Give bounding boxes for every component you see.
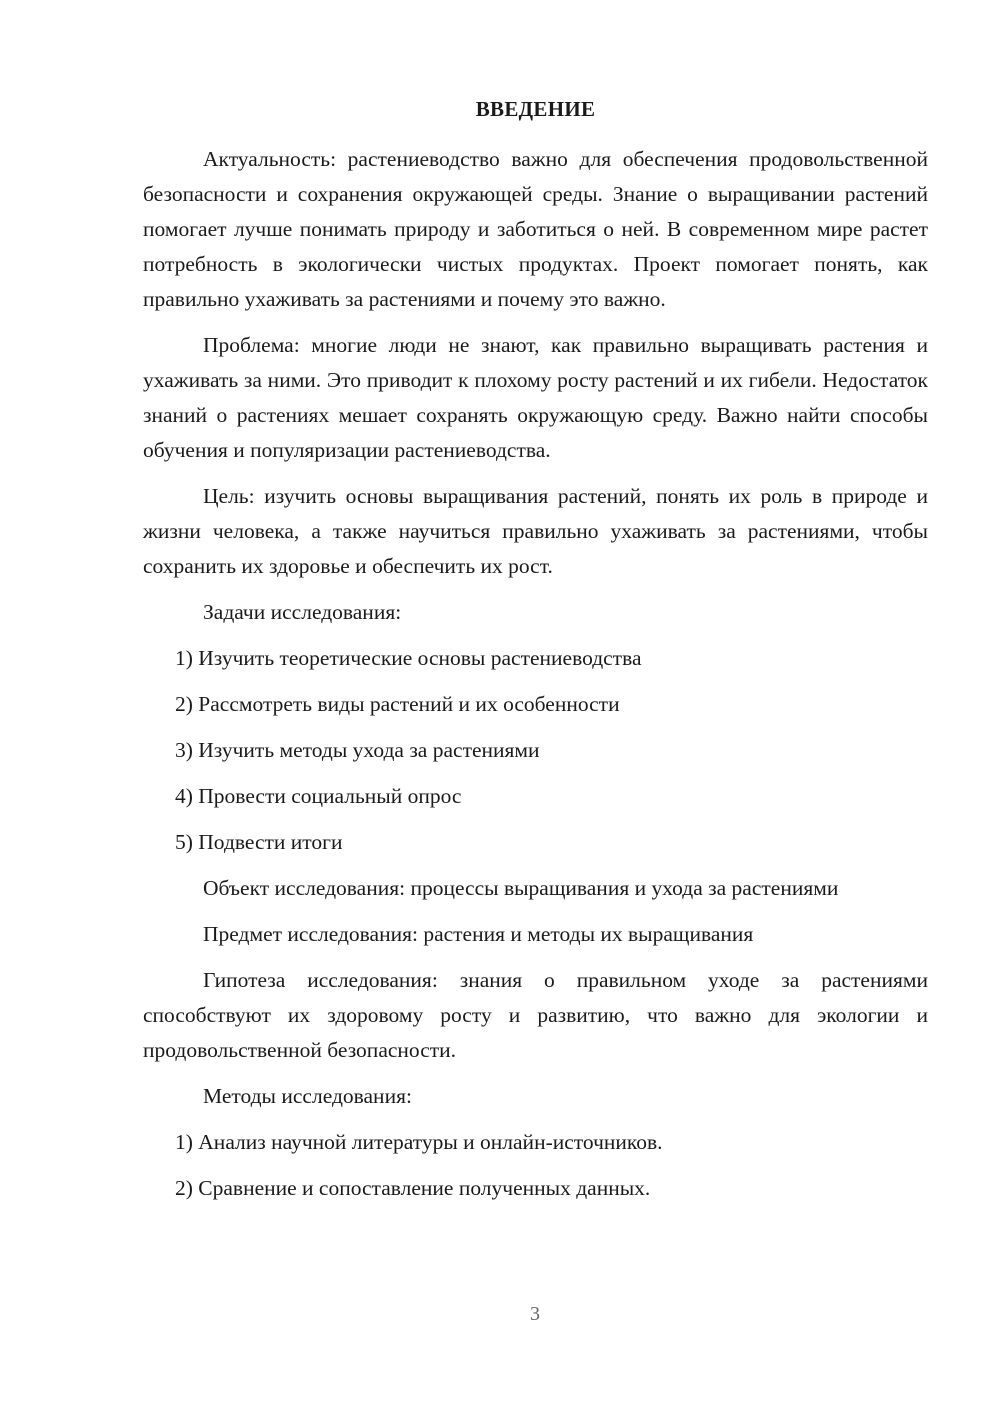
methods-heading: Методы исследования: — [203, 1084, 412, 1108]
section-title: ВВЕДЕНИЕ — [475, 97, 596, 121]
task-item: 5) Подвести итоги — [175, 830, 343, 854]
subject-paragraph: Предмет исследования: растения и методы их выращивания — [203, 922, 754, 946]
hypothesis-paragraph: Гипотеза исследования: знания о правильном уходе за растениями способствуют их здоровому росту и развитию, что важно для экологии и продовольственной безопасности. — [143, 968, 928, 1062]
problem-paragraph: Проблема: многие люди не знают, как правильно выращивать растения и ухаживать за ними. Это приводит к плохому росту растений и их гибели. Недостаток знаний о растениях мешает сохранять окружающую среду. Важно найти способы обучения и популяризации растениеводства. — [143, 333, 928, 462]
task-item: 2) Рассмотреть виды растений и их особенности — [175, 692, 620, 716]
task-item: 1) Изучить теоретические основы растениеводства — [175, 646, 642, 670]
document-page — [143, 92, 928, 1217]
tasks-heading: Задачи исследования: — [203, 600, 402, 624]
page-number: 3 — [530, 1303, 540, 1325]
relevance-paragraph: Актуальность: растениеводство важно для обеспечения продовольственной безопасности и сохранения окружающей среды. Знание о выращивании растений помогает лучше понимать природу и заботиться о ней. В современном мире растет потребность в экологически чистых продуктах. Проект помогает понять, как правильно ухаживать за растениями и почему это важно. — [143, 147, 928, 311]
method-item: 2) Сравнение и сопоставление полученных данных. — [175, 1176, 651, 1200]
method-item: 1) Анализ научной литературы и онлайн-источников. — [175, 1130, 663, 1154]
object-paragraph: Объект исследования: процессы выращивания и ухода за растениями — [203, 876, 839, 900]
task-item: 4) Провести социальный опрос — [175, 784, 462, 808]
goal-paragraph: Цель: изучить основы выращивания растений, понять их роль в природе и жизни человека, а также научиться правильно ухаживать за растениями, чтобы сохранить их здоровье и обеспечить их рост. — [143, 484, 928, 578]
task-item: 3) Изучить методы ухода за растениями — [175, 738, 540, 762]
